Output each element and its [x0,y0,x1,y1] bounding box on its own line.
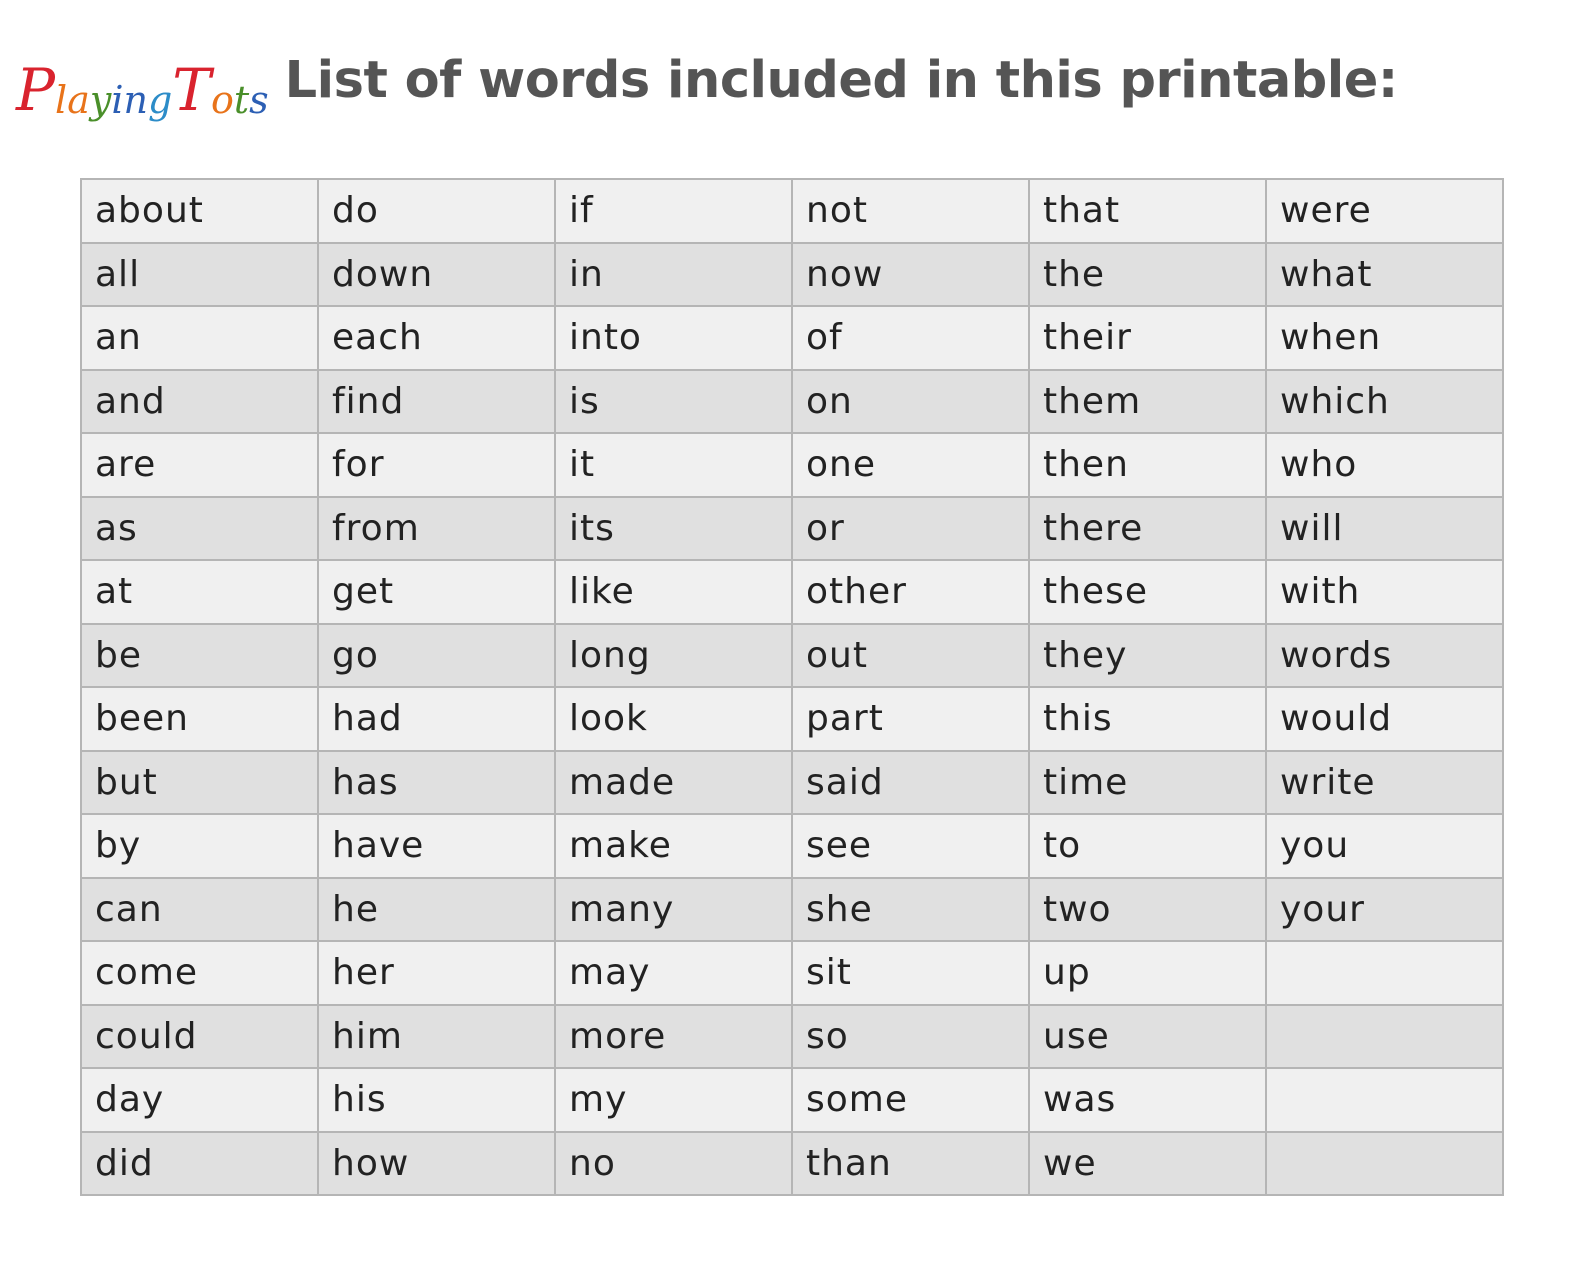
word-cell: him [318,1005,555,1069]
word-cell: by [81,814,318,878]
word-cell: what [1266,243,1503,307]
word-cell: or [792,497,1029,561]
word-cell: their [1029,306,1266,370]
word-cell: but [81,751,318,815]
word-cell: if [555,179,792,243]
word-cell: were [1266,179,1503,243]
table-row [81,560,1503,624]
word-cell: was [1029,1068,1266,1132]
table-row [81,370,1503,434]
logo-letter: T [172,56,211,124]
word-cell: not [792,179,1029,243]
word-cell: of [792,306,1029,370]
word-cell: write [1266,751,1503,815]
word-cell [1266,941,1503,1005]
word-cell: many [555,878,792,942]
word-cell: my [555,1068,792,1132]
word-cell: some [792,1068,1029,1132]
logo-letter: a [67,78,90,122]
word-cell: did [81,1132,318,1196]
table-row [81,497,1503,561]
word-cell: how [318,1132,555,1196]
word-cell: two [1029,878,1266,942]
word-cell: when [1266,306,1503,370]
word-cell: that [1029,179,1266,243]
word-cell: look [555,687,792,751]
word-cell: is [555,370,792,434]
word-cell: been [81,687,318,751]
word-cell: do [318,179,555,243]
logo-letter: g [147,78,173,122]
word-cell: has [318,751,555,815]
word-cell: made [555,751,792,815]
word-cell: to [1029,814,1266,878]
playingtots-logo [16,35,269,125]
word-cell: its [555,497,792,561]
word-cell: find [318,370,555,434]
word-cell: get [318,560,555,624]
word-cell: one [792,433,1029,497]
word-cell: like [555,560,792,624]
word-cell: down [318,243,555,307]
word-cell: so [792,1005,1029,1069]
logo-letter: y [89,78,112,122]
word-cell: about [81,179,318,243]
word-cell: on [792,370,1029,434]
table-row [81,751,1503,815]
table-row [81,624,1503,688]
word-cell: for [318,433,555,497]
word-cell: can [81,878,318,942]
word-cell: use [1029,1005,1266,1069]
word-cell: come [81,941,318,1005]
logo-letter: l [55,78,68,122]
table-row [81,433,1503,497]
table-row [81,814,1503,878]
word-cell [1266,1068,1503,1132]
word-cell: they [1029,624,1266,688]
word-cell: them [1029,370,1266,434]
word-cell: at [81,560,318,624]
word-cell: who [1266,433,1503,497]
word-cell: as [81,497,318,561]
word-cell: each [318,306,555,370]
word-cell: now [792,243,1029,307]
word-cell: from [318,497,555,561]
word-cell: long [555,624,792,688]
word-cell: sit [792,941,1029,1005]
word-cell: day [81,1068,318,1132]
word-cell: more [555,1005,792,1069]
page-header [16,30,1398,130]
word-cell: part [792,687,1029,751]
word-cell [1266,1005,1503,1069]
table-row [81,1132,1503,1196]
word-cell: these [1029,560,1266,624]
word-cell: may [555,941,792,1005]
logo-letter: i [111,78,124,122]
word-cell: would [1266,687,1503,751]
word-cell: said [792,751,1029,815]
logo-letter: o [210,78,234,122]
word-cell: will [1266,497,1503,561]
logo-letter: P [16,56,56,124]
word-cell: no [555,1132,792,1196]
table-row [81,941,1503,1005]
table-row [81,1068,1503,1132]
logo-letter: t [233,78,250,122]
word-cell: be [81,624,318,688]
word-cell: had [318,687,555,751]
word-cell: have [318,814,555,878]
table-row [81,687,1503,751]
word-cell [1266,1132,1503,1196]
word-cell: he [318,878,555,942]
word-cell: into [555,306,792,370]
word-cell: we [1029,1132,1266,1196]
table-row [81,878,1503,942]
word-cell: words [1266,624,1503,688]
word-cell: his [318,1068,555,1132]
table-row [81,306,1503,370]
word-cell: it [555,433,792,497]
word-cell: she [792,878,1029,942]
word-cell: with [1266,560,1503,624]
word-cell: you [1266,814,1503,878]
word-cell: the [1029,243,1266,307]
word-cell: up [1029,941,1266,1005]
word-cell: than [792,1132,1029,1196]
logo-letter: n [123,78,148,122]
word-cell: in [555,243,792,307]
word-cell: your [1266,878,1503,942]
table-row [81,1005,1503,1069]
word-cell: time [1029,751,1266,815]
logo-letter: s [249,78,269,122]
table-row [81,243,1503,307]
word-cell: there [1029,497,1266,561]
word-cell: other [792,560,1029,624]
word-cell: and [81,370,318,434]
word-cell: then [1029,433,1266,497]
word-cell: see [792,814,1029,878]
word-cell: an [81,306,318,370]
word-cell: which [1266,370,1503,434]
word-cell: could [81,1005,318,1069]
word-cell: all [81,243,318,307]
word-cell: out [792,624,1029,688]
page-title: List of words included in this printable: [284,50,1398,110]
word-cell: her [318,941,555,1005]
word-cell: this [1029,687,1266,751]
word-cell: go [318,624,555,688]
word-list-table [80,178,1504,1196]
word-cell: are [81,433,318,497]
table-row [81,179,1503,243]
word-cell: make [555,814,792,878]
